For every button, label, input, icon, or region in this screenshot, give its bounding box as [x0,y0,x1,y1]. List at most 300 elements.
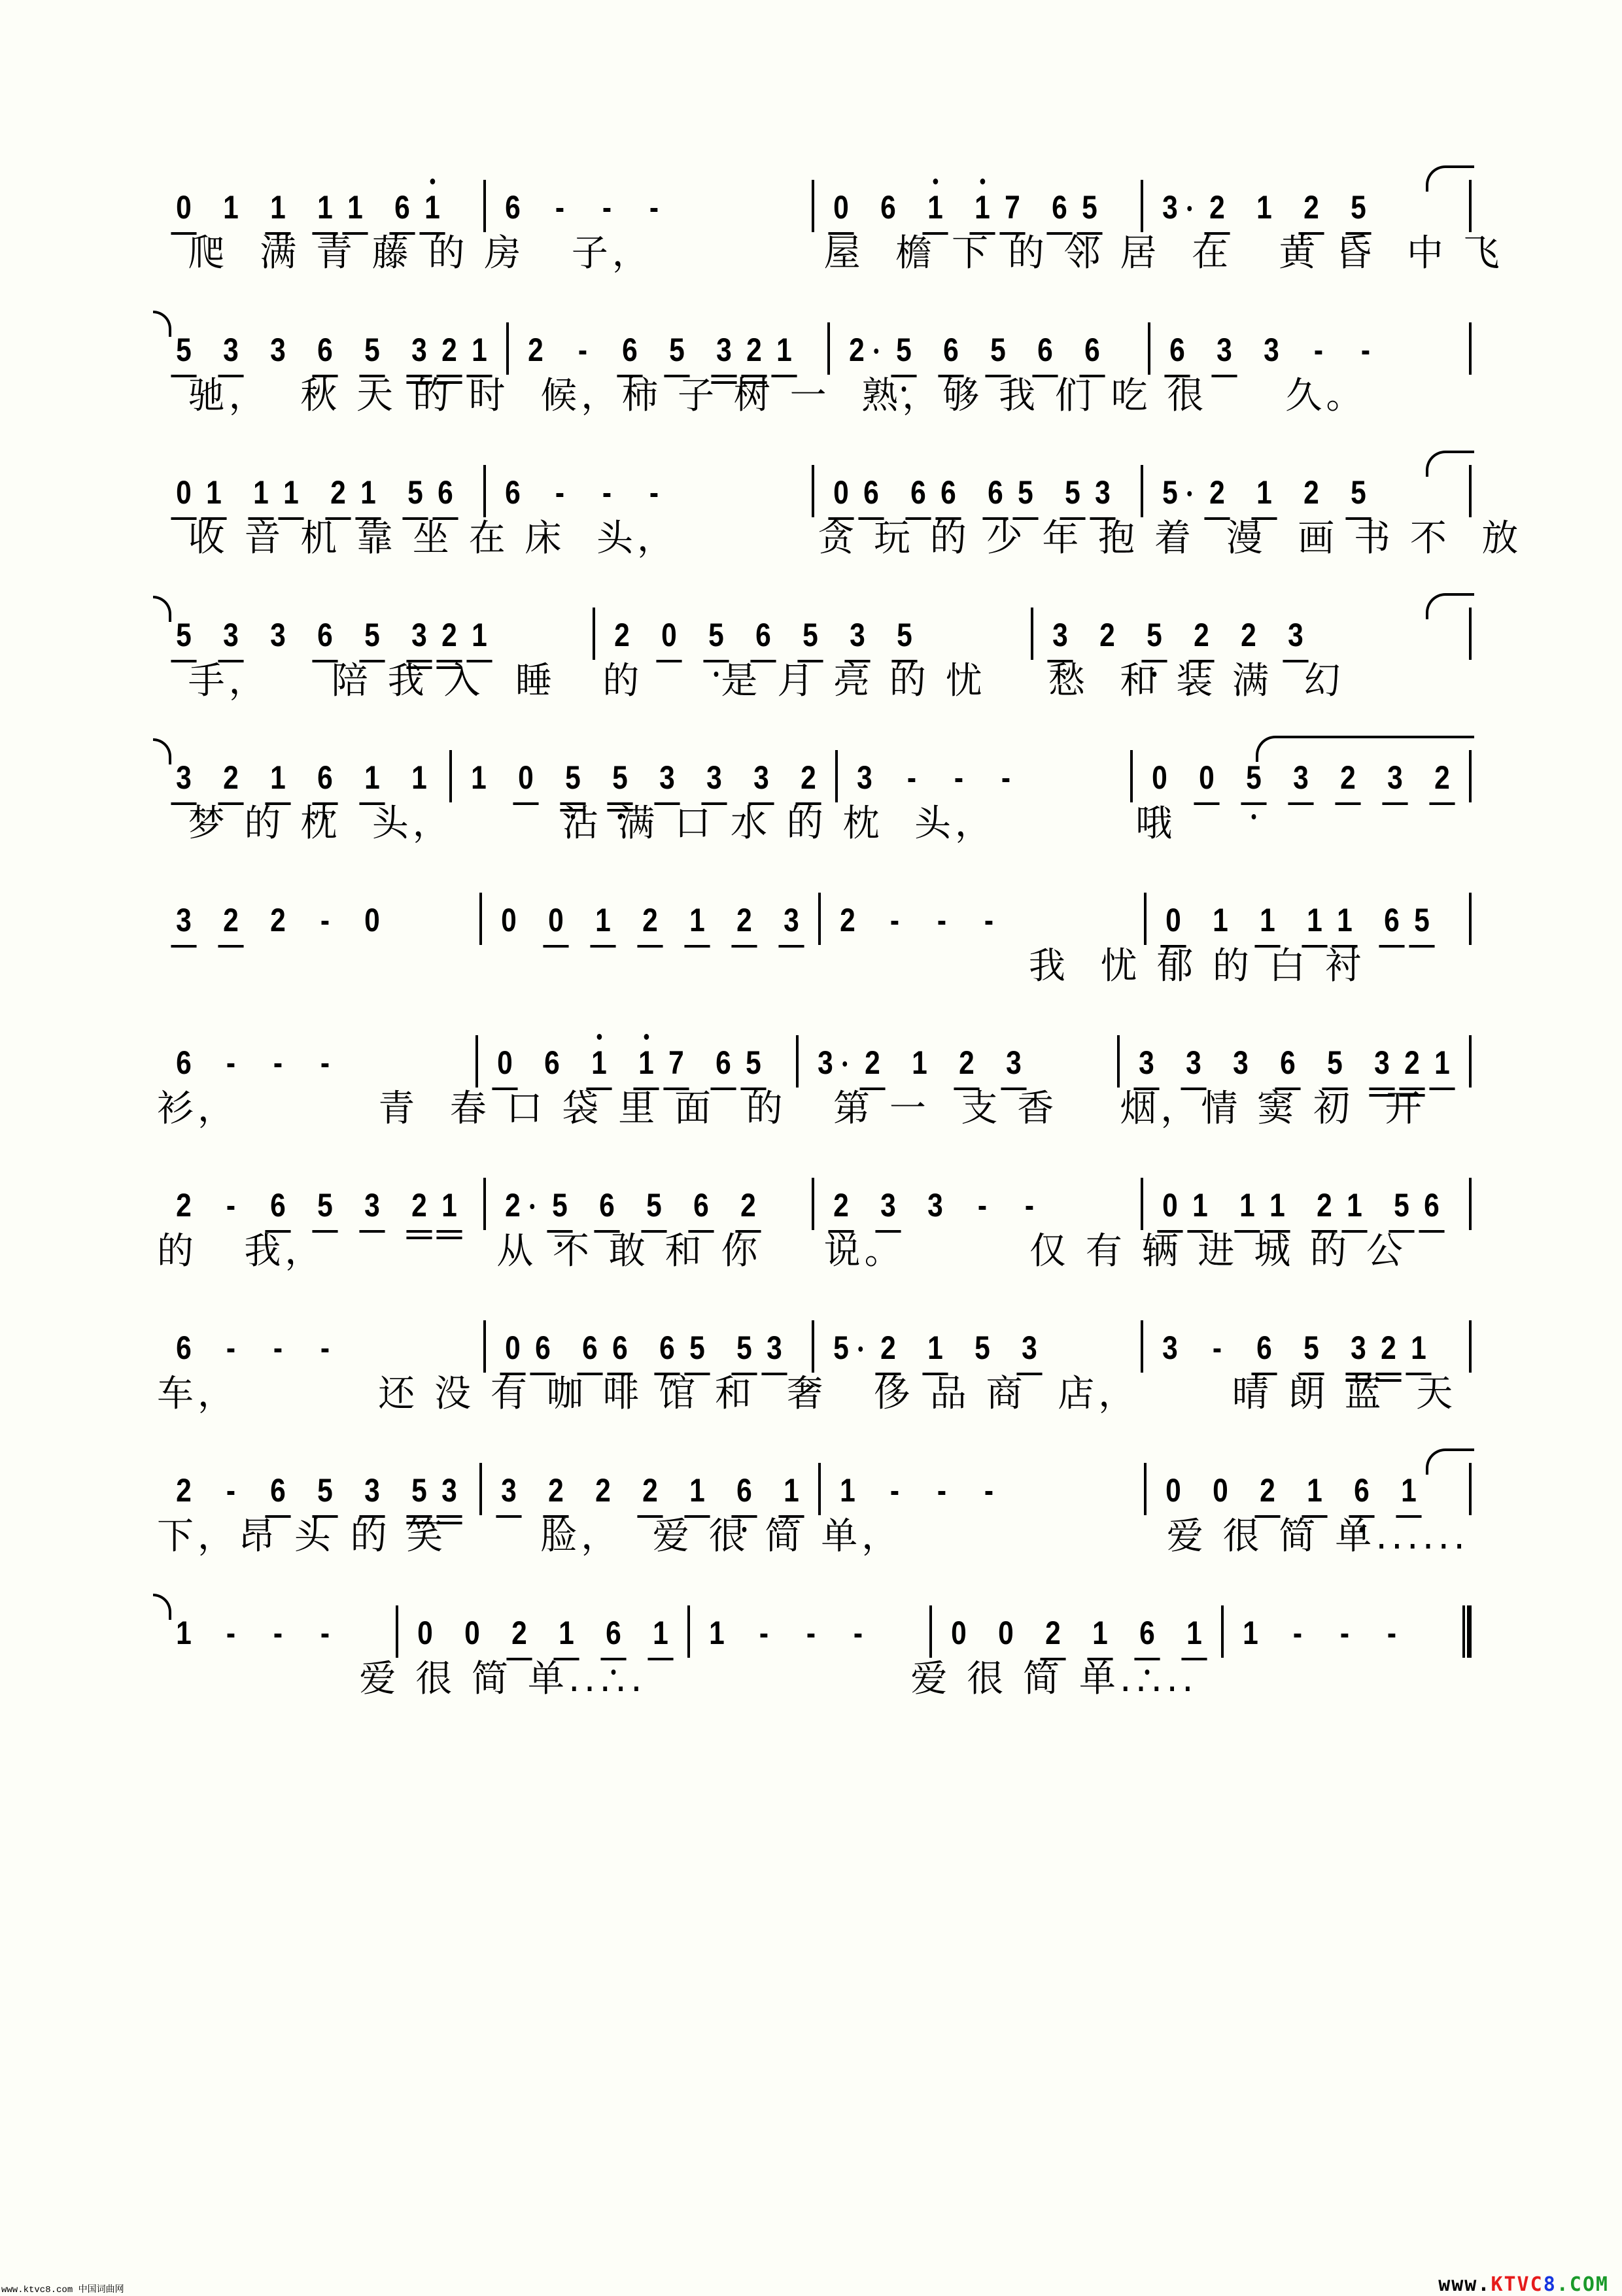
note: 3 [1016,1328,1042,1367]
note: 1 [1302,900,1327,940]
lyric-line: 下，昂 头 的 笑 脸， 爱 很 简 单， 爱 很 简 单...... [157,1515,1470,1558]
barline [1469,1320,1472,1373]
note: 3 [748,758,774,797]
measure [157,886,479,951]
notes-row [157,886,1472,951]
note: 5 [171,330,196,369]
note: 6 [1046,188,1072,227]
extension-dash: - [937,1472,947,1509]
extension-dash: - [226,1329,236,1366]
extension-dash: - [890,1472,900,1509]
note: 1 [633,1043,659,1082]
note: 2 [828,1186,854,1225]
notes-row [157,316,1472,381]
extension-dash: - [984,902,994,938]
measure [157,1029,475,1094]
note: 2 [1099,617,1115,653]
barline [1469,1178,1472,1230]
score-system [157,1288,1472,1418]
note: 6 [312,758,337,797]
extension-dash: - [226,1615,236,1651]
note: 5 [975,1329,990,1366]
note: 7 [663,1043,689,1082]
note: 2 [1429,758,1455,797]
measure [452,744,835,809]
watermark-com: .COM [1556,2273,1609,2296]
watermark-left: www.ktvc8.com 中国词曲网 [1,2285,124,2295]
extension-dash: - [555,189,564,226]
note: 1 [265,188,290,227]
note: 2 [176,1472,192,1509]
note: 7 [999,188,1025,227]
extension-dash: - [1387,1615,1396,1651]
lyric-line: 爱 很 简 单..... 爱 很 简 单..... [157,1658,1198,1700]
note: 1 [419,188,445,227]
measure [157,316,506,381]
note: 0 [656,615,682,655]
note: 2 [1204,188,1230,227]
lyric-line: 梦 的 枕 头， 沾 满 口 水 的 枕 头， 哦 [157,802,1177,845]
extension-dash: - [984,1472,994,1509]
note: 1 [1181,1613,1207,1653]
measure [814,458,1141,524]
note: 3 [844,615,870,655]
note: 1 [1087,1613,1113,1653]
note: 1 [466,330,492,369]
note: 1 [586,1043,612,1082]
note: 1 [355,473,381,512]
extension-dash: - [602,474,612,511]
note: 5 [359,615,385,655]
note: 5 [1077,188,1102,227]
note: 1 [709,1615,725,1651]
note: 1 [466,615,492,655]
note: 5 [312,1186,337,1225]
score-system [157,575,1472,706]
note: 0 [1165,1472,1181,1509]
note: 2 [1303,474,1319,511]
note: 2 [735,1186,761,1225]
extension-dash: - [555,474,564,511]
note: 5 [1241,758,1266,797]
lyric-line: 衫， 青 春 口 袋 里 面 的 第 一 支 香 烟，情 窦 初 开 [157,1088,1426,1130]
note: 3 [359,1186,385,1225]
note: 1 [411,759,427,796]
augmentation-dot [1187,491,1192,496]
extension-dash: - [1024,1187,1035,1224]
extension-dash: - [320,902,330,938]
extension-dash: - [578,332,588,368]
note: 5 [684,1328,710,1367]
measure [157,1456,479,1522]
measure [478,1029,797,1094]
note: 1 [554,1613,579,1653]
note: 2 [638,1471,663,1510]
note: 6 [1165,330,1190,369]
extension-dash: - [937,902,947,938]
lyric-line: 我 忧 郁 的 白 衬 [157,945,1366,987]
note: 3 [927,1187,943,1224]
note: 1 [248,473,273,512]
lyrics-row [157,1514,1472,1560]
score-system [157,1145,1472,1276]
note: 1 [1242,1615,1258,1651]
measure [157,173,483,239]
note: 6 [312,330,337,369]
note: 2 [1335,758,1360,797]
note: 3 [1181,1043,1206,1082]
measure [157,1599,396,1664]
note: 5 [1389,1186,1414,1225]
extension-dash: - [226,1472,236,1509]
note: 6 [858,473,884,512]
note: 0 [1160,900,1186,940]
note: 3 [1133,1043,1159,1082]
extension-dash: - [854,1615,863,1651]
extension-dash: - [273,1615,283,1651]
augmentation-dot [843,1061,848,1067]
measure [1147,886,1469,951]
note: 6 [982,473,1008,512]
tie-continuation-icon [153,596,171,622]
note: 6 [1079,330,1105,369]
note: 5 [547,1186,572,1225]
note: 2 [875,1328,901,1367]
note: 2 [732,900,757,940]
note: 6 [935,473,961,512]
note: 3 [359,1471,385,1510]
measure [799,1029,1117,1094]
note: 6 [1419,1186,1444,1225]
octave-up-dot [933,179,939,184]
note: 1 [771,330,797,369]
extension-dash: - [226,1044,236,1081]
note: 5 [731,1328,757,1367]
extension-dash: - [806,1615,816,1651]
lyrics-row [157,1229,1472,1275]
note: 3 [875,1186,901,1225]
note: 3 [1212,330,1237,369]
note: 6 [1349,1471,1374,1510]
extension-dash: - [759,1615,769,1651]
watermark-eight: 8 [1543,2273,1557,2296]
watermark-www: www. [1438,2273,1491,2296]
note: 1 [779,1471,804,1510]
note: 3 [813,1043,838,1082]
note: 0 [950,1615,967,1651]
note: 5 [828,1328,854,1367]
note: 6 [594,1186,619,1225]
measure [157,1314,483,1379]
note: 2 [1241,617,1256,653]
note: 3 [406,330,432,369]
extension-dash: - [1212,1329,1222,1366]
note: 5 [891,330,916,369]
note: 3 [701,758,727,797]
note: 0 [1152,759,1167,796]
note: 1 [1264,1186,1290,1225]
notes-row [157,1171,1472,1237]
note: 6 [654,1328,680,1367]
note: 2 [1399,1043,1424,1082]
note: 0 [417,1615,434,1651]
watermark-right-logo[interactable] [1438,2273,1609,2296]
note: 2 [840,902,856,938]
measure [157,1171,483,1237]
augmentation-dot [858,1346,863,1352]
note: 6 [504,189,521,226]
note: 0 [171,473,196,512]
note: 2 [1254,1471,1280,1510]
lyric-line: 的 我， 从 不 敢 和 你 说。 仅 有 辆 进 城 的 公 [157,1230,1407,1273]
measure [509,316,827,381]
note: 6 [265,1186,290,1225]
note: 1 [1187,1186,1213,1225]
note: 0 [500,1328,525,1367]
measure [1143,173,1470,239]
note: 6 [607,1328,632,1367]
measure [157,601,593,666]
score-system [157,290,1472,420]
note: 2 [795,758,821,797]
note: 1 [969,188,995,227]
measure [595,601,1031,666]
final-barline [1462,1605,1472,1658]
extension-dash: - [1314,332,1324,368]
score-system [157,860,1472,991]
note: 6 [1032,330,1058,369]
note: 3 [1283,615,1308,655]
measure [1143,458,1470,524]
lyrics-row [157,373,1472,419]
note: 2 [1311,1186,1337,1225]
note: 6 [1379,900,1404,940]
note: 1 [922,1328,948,1367]
note: 6 [432,473,458,512]
note: 6 [688,1186,714,1225]
measure [1143,1171,1470,1237]
barline [1469,893,1472,945]
note: 1 [1254,900,1280,940]
lyrics-row [157,231,1504,277]
note: 2 [954,1043,980,1082]
note: 3 [496,1471,522,1510]
note: 5 [560,758,585,797]
score-system [157,717,1472,848]
score-system [157,1430,1472,1561]
note: 2 [406,1186,432,1225]
note: 3 [1001,1043,1027,1082]
note: 5 [402,473,428,512]
note: 3 [779,900,804,940]
extension-dash: - [273,1329,283,1366]
note: 5 [641,1186,666,1225]
note: 3 [1157,188,1182,227]
note: 2 [544,1471,569,1510]
measure [821,1456,1143,1522]
tie-open-icon [1426,451,1474,477]
note: 0 [492,1043,517,1082]
note: 6 [577,1328,602,1367]
augmentation-dot [530,1204,534,1209]
note: 5 [1409,900,1434,940]
note: 2 [325,473,351,512]
octave-up-dot [596,1034,602,1040]
note: 0 [1194,758,1219,797]
lyrics-row [157,944,1472,989]
note: 1 [342,188,368,227]
extension-dash: - [1339,1615,1349,1651]
note: 1 [685,900,710,940]
note: 3 [1233,1044,1249,1081]
note: 3 [654,758,680,797]
measure [157,458,483,524]
note: 2 [638,900,663,940]
note: 6 [544,1044,560,1081]
note: 3 [171,900,196,940]
note: 2 [500,1186,525,1225]
note: 3 [436,1471,462,1510]
note: 1 [1251,473,1277,512]
note: 5 [740,1043,766,1082]
note: 5 [703,615,729,655]
notes-row [157,601,1472,666]
note: 3 [218,615,243,655]
extension-dash: - [649,189,659,226]
note: 1 [436,1186,462,1225]
barline [1469,1035,1472,1088]
tie-open-icon [1256,736,1474,762]
note: 2 [1375,1328,1401,1367]
note: 1 [1341,1186,1367,1225]
note: 3 [711,330,736,369]
note: 1 [648,1613,674,1653]
tie-open-icon [1426,165,1474,192]
note: 2 [270,902,286,938]
lyric-line: 驰， 秋 天 的 时 候，柿 子 树 一 熟，够 我 们 吃 很 久。 [157,375,1367,417]
note: 1 [201,473,226,512]
note: 0 [544,900,569,940]
measure [398,1599,687,1664]
note: 2 [218,758,243,797]
octave-up-dot [430,179,436,184]
extension-dash: - [649,474,659,511]
note: 6 [905,473,931,512]
measure [814,173,1141,239]
note: 0 [1157,1186,1182,1225]
note: 1 [265,758,290,797]
note: 3 [1382,758,1407,797]
note: 6 [617,330,642,369]
note: 1 [1234,1186,1260,1225]
notes-row [157,173,1472,239]
note: 6 [1134,1613,1160,1653]
measure [1147,1456,1469,1522]
note: 1 [1332,900,1357,940]
lyrics-row [157,801,1472,847]
octave-up-dot [644,1034,649,1040]
extension-dash: - [1001,759,1011,796]
tie-continuation-icon [153,311,171,337]
note: 6 [265,1471,290,1510]
note: 6 [312,615,337,655]
note: 0 [828,473,854,512]
note: 5 [985,330,1010,369]
notes-row [157,1029,1472,1094]
measure [838,744,1130,809]
note: 0 [997,1615,1014,1651]
note: 5 [891,615,917,655]
note: 5 [171,615,196,655]
note: 6 [601,1613,627,1653]
note: 5 [359,330,385,369]
extension-dash: - [1361,332,1371,368]
note: 1 [912,1044,928,1081]
note: 6 [1275,1043,1300,1082]
note: 6 [530,1328,555,1367]
extension-dash: - [273,1044,283,1081]
note: 6 [176,1329,192,1366]
score-system [157,1002,1472,1133]
note: 1 [312,188,337,227]
augmentation-dot [874,349,878,354]
score-system [157,432,1523,563]
note: 1 [1256,189,1272,226]
barline [1469,322,1472,375]
measure [157,744,449,809]
note: 2 [528,332,544,368]
note: 0 [1212,1472,1228,1509]
note: 2 [614,617,630,653]
note: 3 [1288,758,1313,797]
note: 6 [880,189,896,226]
note: 6 [176,1044,192,1081]
note: 1 [685,1471,710,1510]
note: 3 [1345,1328,1371,1367]
extension-dash: - [890,902,900,938]
note: 1 [591,900,616,940]
note: 5 [664,330,689,369]
extension-dash: - [977,1187,988,1224]
measure [486,1171,812,1237]
extension-dash: - [602,189,612,226]
note: 1 [840,1472,856,1509]
tie-continuation-icon [153,1594,171,1620]
note: 6 [710,1043,736,1082]
lyrics-row [157,1371,1472,1417]
note: 1 [1429,1043,1455,1082]
lyrics-row [157,516,1523,562]
note: 3 [1264,332,1280,368]
note: 6 [389,188,415,227]
measure [1143,1314,1470,1379]
measure [821,886,1143,951]
measure [482,886,818,951]
note: 5 [1345,188,1371,227]
note: 2 [860,1043,886,1082]
note: 3 [857,759,872,796]
note: 5 [312,1471,337,1510]
note: 3 [1047,615,1073,655]
note: 0 [364,902,380,938]
octave-up-dot [980,179,986,184]
note: 5 [406,1471,432,1510]
watermark-brand: KTVC [1491,2273,1544,2296]
measure [486,173,812,239]
lyrics-row [157,659,1472,704]
extension-dash: - [320,1044,330,1081]
note: 2 [1298,188,1324,227]
